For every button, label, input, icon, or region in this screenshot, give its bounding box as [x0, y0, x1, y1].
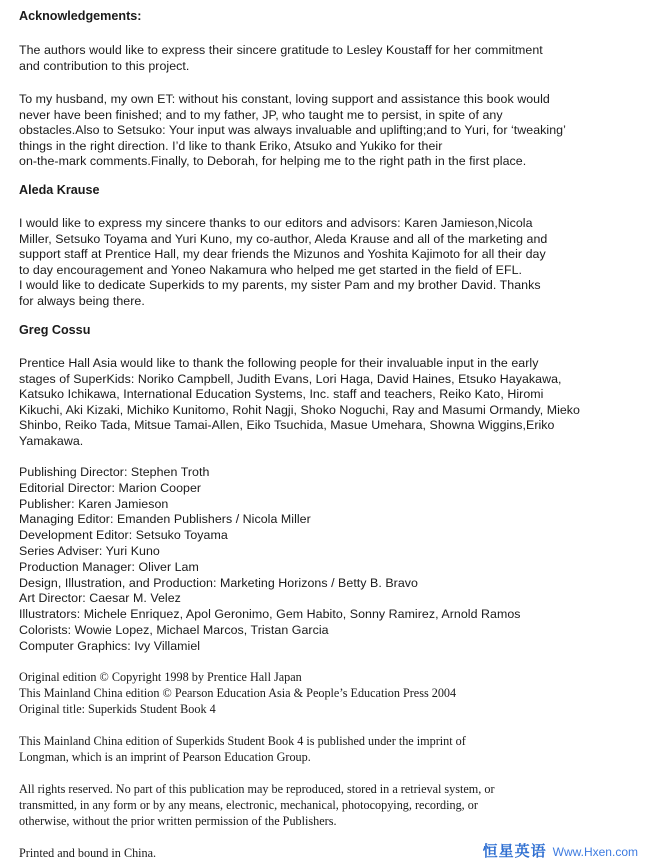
greg-line: support staff at Prentice Hall, my dear friends the Mizunos and Yoshita Kajimoto for all their day	[19, 247, 546, 262]
prentice-line: Katsuko Ichikawa, International Education Systems, Inc. staff and teachers, Reiko Kato, Hiromi	[19, 387, 544, 402]
imprint-line: This Mainland China edition of Superkids Student Book 4 is published under the imprint of	[19, 734, 466, 748]
aleda-line: never have been finished; and to my father, JP, who taught me to persist, in spite of any	[19, 107, 503, 122]
greg-line: I would like to express my sincere thanks to our editors and advisors: Karen Jamieson,Nicola	[19, 216, 533, 230]
imprint-line: Longman, which is an imprint of Pearson Education Group.	[19, 749, 311, 764]
edition-line: Original edition © Copyright 1998 by Prentice Hall Japan	[19, 670, 302, 684]
credits-list	[19, 465, 639, 655]
edition-line: This Mainland China edition © Pearson Education Asia & People’s Education Press 2004	[19, 685, 457, 700]
greg-paragraph	[19, 216, 639, 310]
watermark	[483, 840, 638, 861]
greg-line: for always being there.	[19, 293, 145, 308]
aleda-line: obstacles.Also to Setsuko: Your input was always invaluable and uplifting;and to Yuri, for ‘tweaking’	[19, 123, 566, 138]
printed-in: Printed and bound in China.	[19, 846, 157, 860]
prentice-line: Shinbo, Reiko Tada, Mitsue Tamai-Allen, Eiko Tsuchida, Masue Umehara, Showna Wiggins,Eriko	[19, 418, 555, 433]
aleda-line: things in the right direction. I’d like to thank Eriko, Atsuko and Yukiko for their	[19, 138, 443, 153]
credit-item: Colorists: Wowie Lopez, Michael Marcos, Tristan Garcia	[19, 622, 329, 637]
aleda-line: To my husband, my own ET: without his constant, loving support and assistance this book would	[19, 92, 550, 106]
watermark-url: Www.Hxen.com	[552, 845, 638, 859]
prentice-line: Kikuchi, Aki Kizaki, Michiko Kunitomo, Rohit Nagji, Shoko Noguchi, Ray and Masumi Ormandy, Mieko	[19, 402, 580, 417]
prentice-line: stages of SuperKids: Noriko Campbell, Judith Evans, Lori Haga, David Haines, Etsuko Hayakawa,	[19, 371, 562, 386]
credit-item: Managing Editor: Emanden Publishers / Nicola Miller	[19, 512, 311, 527]
credit-item: Publishing Director: Stephen Troth	[19, 465, 210, 479]
credit-item: Production Manager: Oliver Lam	[19, 559, 199, 574]
aleda-signature: Aleda Krause	[19, 183, 100, 197]
imprint-info	[19, 734, 639, 766]
intro-line: and contribution to this project.	[19, 58, 190, 73]
prentice-line: Yamakawa.	[19, 433, 84, 448]
watermark-chinese: 恒星英语	[482, 842, 547, 860]
aleda-paragraph	[19, 92, 639, 170]
edition-info	[19, 670, 639, 717]
greg-line: Miller, Setsuko Toyama and Yuri Kuno, my co-author, Aleda Krause and all of the marketing and	[19, 231, 548, 246]
greg-signature: Greg Cossu	[19, 323, 91, 337]
rights-line: transmitted, in any form or by any means, electronic, mechanical, photocopying, recording, or	[19, 797, 478, 812]
greg-line: to day encouragement and Yoneo Nakamura who helped me get started in the field of EFL.	[19, 262, 523, 277]
intro-line: The authors would like to express their sincere gratitude to Lesley Koustaff for her commitment	[19, 43, 543, 57]
aleda-line: on-the-mark comments.Finally, to Deborah, for helping me to the right path in the first place.	[19, 154, 527, 169]
edition-line: Original title: Superkids Student Book 4	[19, 701, 216, 716]
greg-line: I would like to dedicate Superkids to my parents, my sister Pam and my brother David. Thanks	[19, 278, 541, 293]
credit-item: Series Adviser: Yuri Kuno	[19, 543, 160, 558]
acknowledgements-intro	[19, 43, 639, 74]
rights-line: All rights reserved. No part of this publication may be reproduced, stored in a retrieval system, or	[19, 782, 495, 796]
credit-item: Development Editor: Setsuko Toyama	[19, 528, 228, 543]
rights-line: otherwise, without the prior written permission of the Publishers.	[19, 813, 337, 828]
credit-item: Design, Illustration, and Production: Marketing Horizons / Betty B. Bravo	[19, 575, 418, 590]
prentice-paragraph	[19, 356, 639, 450]
credit-item: Computer Graphics: Ivy Villamiel	[19, 638, 201, 653]
credit-item: Art Director: Caesar M. Velez	[19, 591, 181, 606]
credit-item: Publisher: Karen Jamieson	[19, 496, 169, 511]
credit-item: Editorial Director: Marion Cooper	[19, 480, 202, 495]
rights-notice	[19, 782, 639, 829]
credit-item: Illustrators: Michele Enriquez, Apol Geronimo, Gem Habito, Sonny Ramirez, Arnold Ramos	[19, 607, 521, 622]
acknowledgements-heading: Acknowledgements:	[19, 9, 142, 23]
prentice-line: Prentice Hall Asia would like to thank the following people for their invaluable input in the early	[19, 356, 539, 370]
